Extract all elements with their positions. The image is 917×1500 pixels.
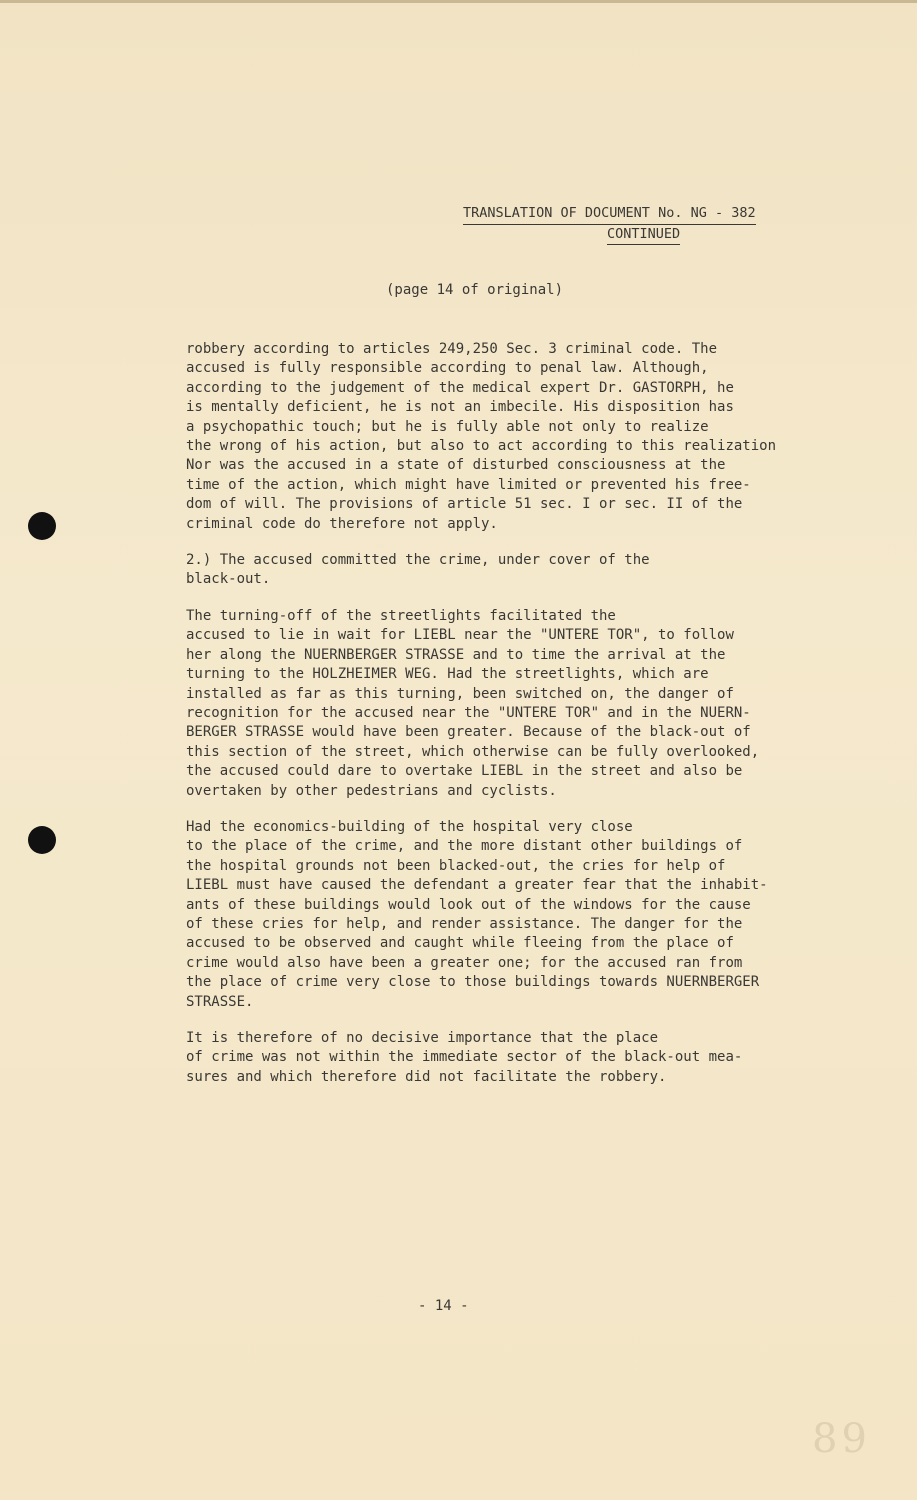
header-title: TRANSLATION OF DOCUMENT No. NG - 382 [463,204,756,225]
paragraph-1: robbery according to articles 249,250 Sec. 3 criminal code. The accused is fully responsible according to penal law. Although, according to the judgement of the medical expert Dr. GASTORPH, he is mentally deficient, he is not an imbecile. His disposition has a psychopathic touch; but he is fully able not only to realize the wrong of his action, but also to act according to this realization Nor was the accused in a state of disturbed consciousness at the time of the action, which might have limited or prevented his free- dom of will. The provisions of article 51 sec. I or sec. II of the criminal code do therefore not apply. [186,341,777,532]
punch-hole-upper [28,512,56,540]
page-number: - 14 - [418,1298,469,1314]
punch-hole-lower [28,826,56,854]
paragraph-4: Had the economics-building of the hospital very close to the place of the crime, and the more distant other buildings of the hospital grounds not been blacked-out, the cries for help of LIEBL must have caused the defendant a greater fear that the inhabit- ants of these buildings would look out of the windows for the cause of these cries for help, and render assistance. The danger for the accused to be observed and caught while fleeing from the place of crime would also have been a greater one; for the accused ran from the place of crime very close to those buildings towards NUERNBERGER STRASSE. [186,818,768,1010]
original-page-reference: (page 14 of original) [386,282,564,298]
page-top-edge [0,0,917,3]
paragraph-3: The turning-off of the streetlights facilitated the accused to lie in wait for LIEBL near the "UNTERE TOR", to follow her along the NUERNBERGER STRASSE and to time the arrival at the turning to the HOLZHEIMER WEG. Had the streetlights, which are installed as far as this turning, been switched on, the danger of recognition for the accused near the "UNTERE TOR" and in the NUERN- BERGER STRASSE would have been greater. Because of the black-out of this section of the street, which otherwise can be fully overlooked, the accused could dare to overtake LIEBL in the street and also be overtaken by other pedestrians and cyclists. [186,607,760,799]
paragraph-5: It is therefore of no decisive importance that the place of crime was not within the immediate sector of the black-out mea- sures and which therefore did not facilitate the robbery. [186,1030,743,1085]
paragraph-2: 2.) The accused committed the crime, under cover of the black-out. [186,552,650,588]
document-header [463,204,823,245]
body-text [186,340,866,1104]
header-continued [463,225,823,245]
handwritten-archive-mark: 89 [812,1416,871,1462]
header-continued-text: CONTINUED [607,225,680,245]
